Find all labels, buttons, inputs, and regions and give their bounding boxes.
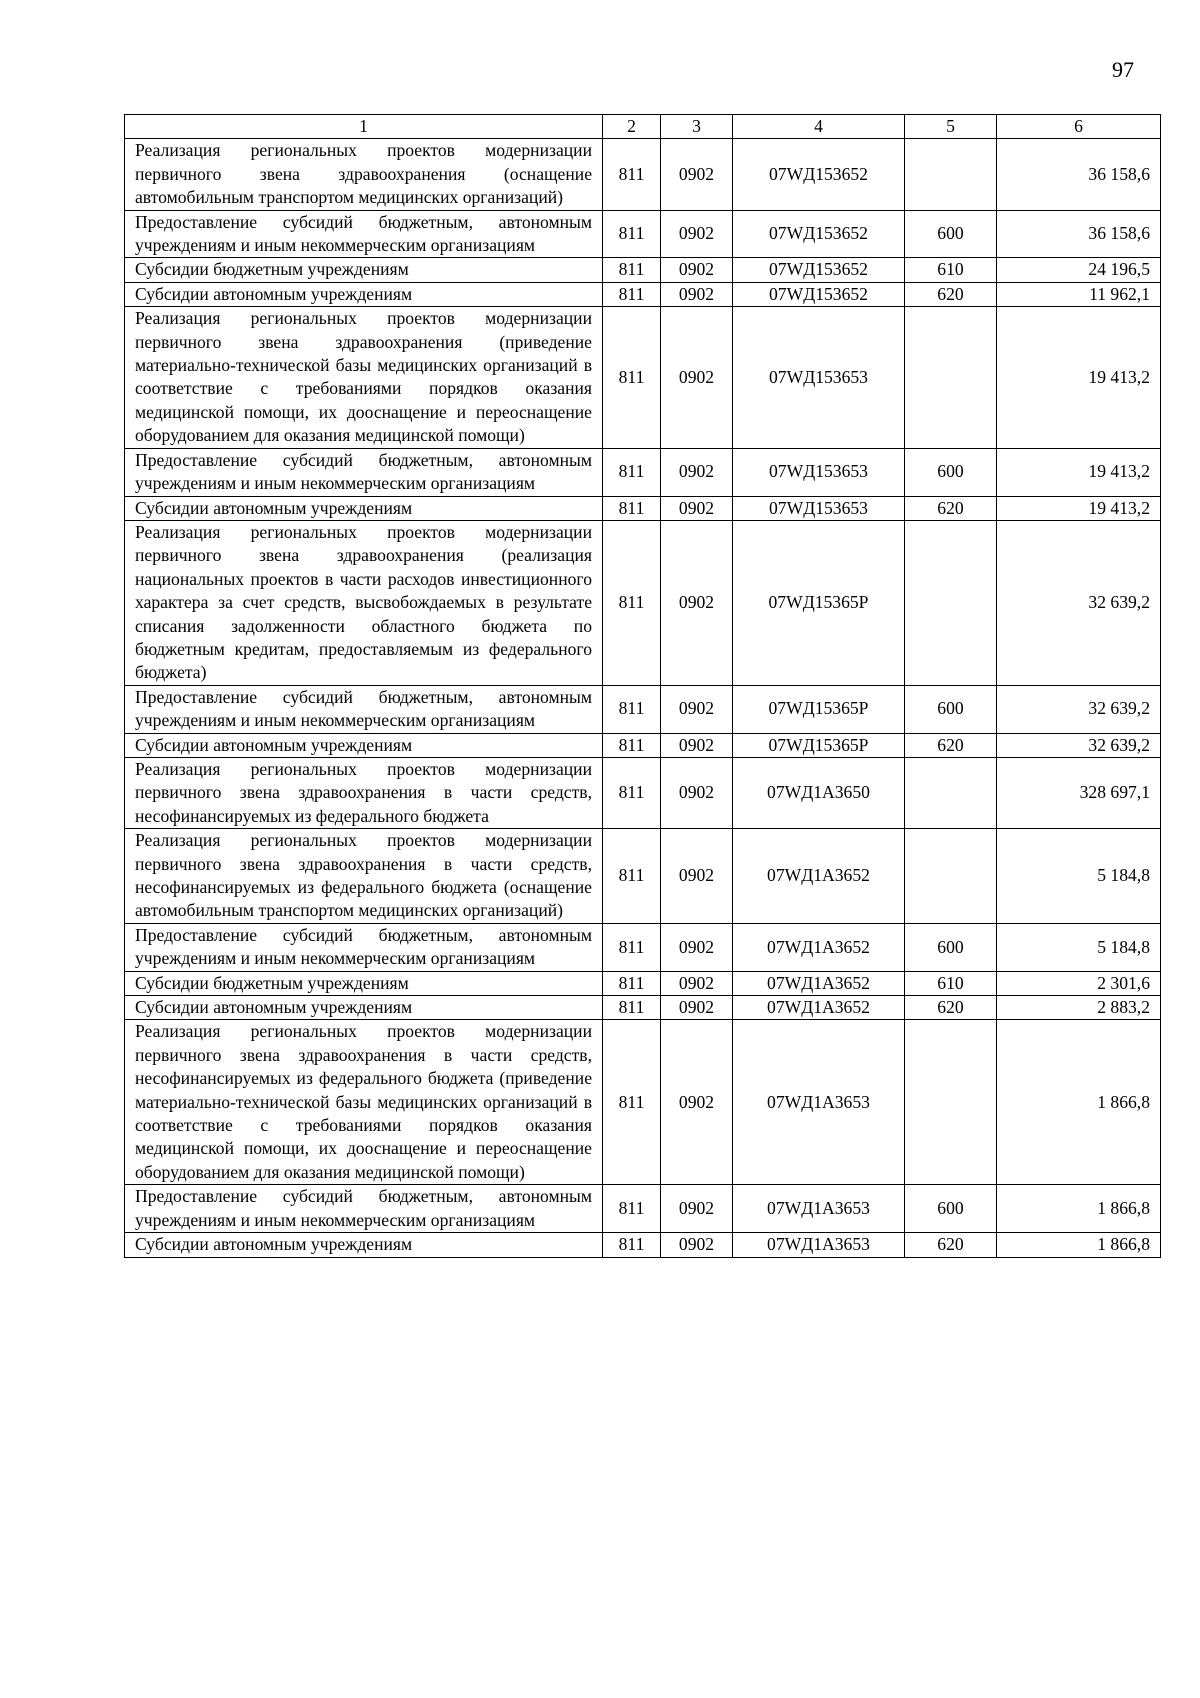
row-name: Реализация региональных проектов модернизации первичного звена здравоохранения (приведение материально-технической базы медицинских организаций в соответствие с требованиями порядков оказания медицинской помощи, их дооснащение и переоснащение оборудованием для оказания медицинской помощи) [125,307,603,448]
table-row [125,307,1161,448]
row-section-code: 0902 [661,520,733,685]
row-section-code: 0902 [661,496,733,520]
header-col-3: 3 [661,115,733,139]
table-row [125,829,1161,924]
row-section-code: 0902 [661,757,733,828]
row-expense-type: 600 [905,1185,997,1233]
row-expense-type [905,520,997,685]
row-expense-type: 600 [905,923,997,971]
row-section-code: 0902 [661,733,733,757]
row-target-article: 07WД1А3653 [733,1233,905,1257]
header-col-5: 5 [905,115,997,139]
row-expense-type: 620 [905,733,997,757]
row-section-code: 0902 [661,971,733,995]
row-name: Предоставление субсидий бюджетным, автономным учреждениям и иным некоммерческим организациям [125,923,603,971]
row-section-code: 0902 [661,282,733,306]
header-col-2: 2 [603,115,661,139]
table-row [125,733,1161,757]
row-expense-type: 620 [905,996,997,1020]
row-name: Субсидии автономным учреждениям [125,282,603,306]
header-col-1: 1 [125,115,603,139]
row-ministry-code: 811 [603,258,661,282]
row-ministry-code: 811 [603,923,661,971]
header-col-6: 6 [997,115,1161,139]
row-ministry-code: 811 [603,829,661,924]
row-amount: 36 158,6 [997,210,1161,258]
row-amount: 19 413,2 [997,307,1161,448]
row-section-code: 0902 [661,996,733,1020]
row-expense-type [905,1020,997,1185]
row-expense-type: 600 [905,210,997,258]
row-target-article: 07WД15365Р [733,733,905,757]
row-ministry-code: 811 [603,996,661,1020]
row-target-article: 07WД153653 [733,307,905,448]
row-expense-type: 600 [905,685,997,733]
row-ministry-code: 811 [603,210,661,258]
row-name: Предоставление субсидий бюджетным, автономным учреждениям и иным некоммерческим организациям [125,448,603,496]
row-amount: 5 184,8 [997,923,1161,971]
row-ministry-code: 811 [603,139,661,210]
table-row [125,520,1161,685]
row-section-code: 0902 [661,258,733,282]
row-target-article: 07WД1А3652 [733,971,905,995]
row-name: Предоставление субсидий бюджетным, автономным учреждениям и иным некоммерческим организациям [125,210,603,258]
table-row [125,139,1161,210]
row-ministry-code: 811 [603,307,661,448]
table-row [125,685,1161,733]
table-row [125,448,1161,496]
row-name: Предоставление субсидий бюджетным, автономным учреждениям и иным некоммерческим организациям [125,1185,603,1233]
row-name: Реализация региональных проектов модернизации первичного звена здравоохранения в части средств, несофинансируемых из федерального бюджета (приведение материально-технической базы медицинских организаций в соответствие с требованиями порядков оказания медицинской помощи, их дооснащение и переоснащение оборудованием для оказания медицинской помощи) [125,1020,603,1185]
row-ministry-code: 811 [603,1233,661,1257]
row-expense-type: 620 [905,1233,997,1257]
row-amount: 328 697,1 [997,757,1161,828]
table-row [125,1185,1161,1233]
row-name: Субсидии автономным учреждениям [125,996,603,1020]
row-expense-type: 620 [905,496,997,520]
row-amount: 36 158,6 [997,139,1161,210]
row-ministry-code: 811 [603,1020,661,1185]
row-target-article: 07WД153652 [733,210,905,258]
row-name: Субсидии бюджетным учреждениям [125,258,603,282]
row-amount: 1 866,8 [997,1233,1161,1257]
row-target-article: 07WД153653 [733,496,905,520]
row-expense-type [905,757,997,828]
row-section-code: 0902 [661,685,733,733]
row-expense-type: 610 [905,258,997,282]
table-row [125,1020,1161,1185]
row-name: Субсидии бюджетным учреждениям [125,971,603,995]
row-ministry-code: 811 [603,971,661,995]
row-amount: 19 413,2 [997,448,1161,496]
row-amount: 32 639,2 [997,733,1161,757]
row-target-article: 07WД1А3652 [733,829,905,924]
row-ministry-code: 811 [603,496,661,520]
row-ministry-code: 811 [603,733,661,757]
row-target-article: 07WД1А3650 [733,757,905,828]
row-target-article: 07WД1А3653 [733,1185,905,1233]
row-amount: 5 184,8 [997,829,1161,924]
row-name: Реализация региональных проектов модернизации первичного звена здравоохранения в части средств, несофинансируемых из федерального бюджета (оснащение автомобильным транспортом медицинских организаций) [125,829,603,924]
row-section-code: 0902 [661,307,733,448]
row-expense-type [905,829,997,924]
row-target-article: 07WД1А3652 [733,923,905,971]
row-name: Реализация региональных проектов модернизации первичного звена здравоохранения (оснащение автомобильным транспортом медицинских организаций) [125,139,603,210]
table-row [125,1233,1161,1257]
row-target-article: 07WД15365Р [733,520,905,685]
row-amount: 2 301,6 [997,971,1161,995]
row-ministry-code: 811 [603,520,661,685]
row-name: Субсидии автономным учреждениям [125,496,603,520]
row-target-article: 07WД1А3653 [733,1020,905,1185]
row-amount: 2 883,2 [997,996,1161,1020]
row-section-code: 0902 [661,1020,733,1185]
header-col-4: 4 [733,115,905,139]
page-number: 97 [1112,57,1134,82]
row-ministry-code: 811 [603,1185,661,1233]
table-row [125,258,1161,282]
row-ministry-code: 811 [603,757,661,828]
table-body [125,139,1161,1257]
row-section-code: 0902 [661,448,733,496]
table-row [125,282,1161,306]
row-ministry-code: 811 [603,685,661,733]
row-name: Реализация региональных проектов модернизации первичного звена здравоохранения (реализация национальных проектов в части расходов инвестиционного характера за счет средств, высвобождаемых в результате списания задолженности областного бюджета по бюджетным кредитам, предоставляемым из федерального бюджета) [125,520,603,685]
row-amount: 1 866,8 [997,1185,1161,1233]
row-section-code: 0902 [661,829,733,924]
row-expense-type: 610 [905,971,997,995]
row-section-code: 0902 [661,1185,733,1233]
row-amount: 11 962,1 [997,282,1161,306]
row-expense-type: 600 [905,448,997,496]
row-ministry-code: 811 [603,448,661,496]
row-section-code: 0902 [661,923,733,971]
row-ministry-code: 811 [603,282,661,306]
row-expense-type [905,139,997,210]
table-row [125,923,1161,971]
row-name: Субсидии автономным учреждениям [125,1233,603,1257]
row-amount: 19 413,2 [997,496,1161,520]
header-row [125,115,1161,139]
row-amount: 24 196,5 [997,258,1161,282]
row-expense-type [905,307,997,448]
row-expense-type: 620 [905,282,997,306]
row-section-code: 0902 [661,1233,733,1257]
row-section-code: 0902 [661,139,733,210]
row-target-article: 07WД153653 [733,448,905,496]
table-row [125,496,1161,520]
row-name: Предоставление субсидий бюджетным, автономным учреждениям и иным некоммерческим организациям [125,685,603,733]
row-target-article: 07WД153652 [733,282,905,306]
table-row [125,757,1161,828]
row-section-code: 0902 [661,210,733,258]
row-amount: 32 639,2 [997,520,1161,685]
row-target-article: 07WД1А3652 [733,996,905,1020]
row-name: Субсидии автономным учреждениям [125,733,603,757]
row-name: Реализация региональных проектов модернизации первичного звена здравоохранения в части средств, несофинансируемых из федерального бюджета [125,757,603,828]
row-amount: 32 639,2 [997,685,1161,733]
table-row [125,996,1161,1020]
row-target-article: 07WД153652 [733,258,905,282]
row-target-article: 07WД15365Р [733,685,905,733]
budget-table [124,114,1161,1258]
table-row [125,971,1161,995]
row-amount: 1 866,8 [997,1020,1161,1185]
table-row [125,210,1161,258]
row-target-article: 07WД153652 [733,139,905,210]
